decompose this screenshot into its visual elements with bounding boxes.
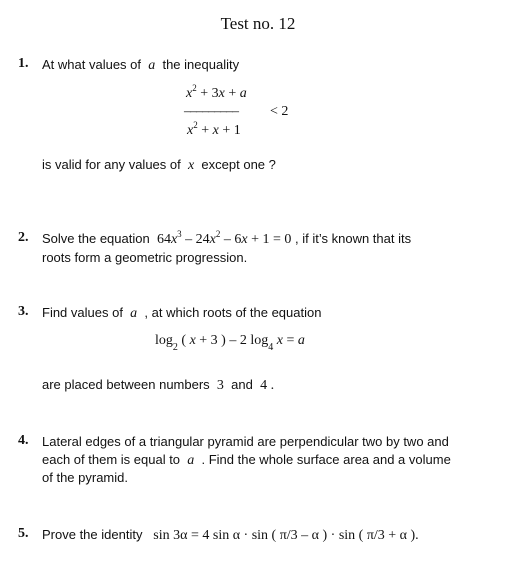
log-equation: $\log_2$ ( x + 3 ) – 2 $\log_4 x = a$ <box>155 333 305 353</box>
fraction-denominator: $x^2 + x + 1$ <box>187 120 241 138</box>
problem-2-line-1: Solve the equation $64x^3 - 24x^2 - 6x + 1 = 0$ , if it’s known that its <box>42 229 412 247</box>
problem-number-4: 4. <box>18 433 29 448</box>
trig-identity: sin 3α = 4 sin α · sin ( π/3 – α ) · sin ( π/3 + α ). <box>153 528 419 543</box>
problem-1-intro: At what values of <box>42 57 141 72</box>
problem-number-1: 1. <box>18 56 29 71</box>
problem-number-5: 5. <box>18 526 29 541</box>
comparison-less-than-2: < 2 <box>270 104 289 119</box>
variable-a: a <box>130 306 138 321</box>
fraction-bar: ––––––––– <box>184 104 238 119</box>
problem-number-3: 3. <box>18 304 29 319</box>
problem-4-line-2: each of them is equal to a . Find the whole surface area and a volume <box>42 452 451 468</box>
problem-4-line-3: of the pyramid. <box>42 470 128 485</box>
problem-1-intro-end: the inequality <box>162 57 240 72</box>
problem-2-line-2: roots form a geometric progression. <box>42 250 248 265</box>
problem-3-line-1: Find values of a , at which roots of the equation <box>42 305 322 321</box>
variable-a: a <box>148 58 156 73</box>
variable-a: a <box>187 453 195 468</box>
variable-x: x <box>187 158 195 173</box>
page-title: Test no. 12 <box>220 14 296 33</box>
problem-number-2: 2. <box>18 230 29 245</box>
problem-4-line-1: Lateral edges of a triangular pyramid are perpendicular two by two and <box>42 434 449 449</box>
problem-1-text <box>42 57 239 74</box>
cubic-equation: $64x^3 - 24x^2 - 6x + 1 = 0$ <box>156 229 292 247</box>
fraction-numerator: $x^2 + 3x + a$ <box>186 83 247 101</box>
problem-5-line: Prove the identity sin 3α = 4 sin α · sin ( π/3 – α ) · sin ( π/3 + α ). <box>42 527 419 543</box>
problem-3-line-2: are placed between numbers 3 and 4 . <box>42 377 275 393</box>
problem-1-condition: is valid for any values of x except one ? <box>42 157 276 173</box>
